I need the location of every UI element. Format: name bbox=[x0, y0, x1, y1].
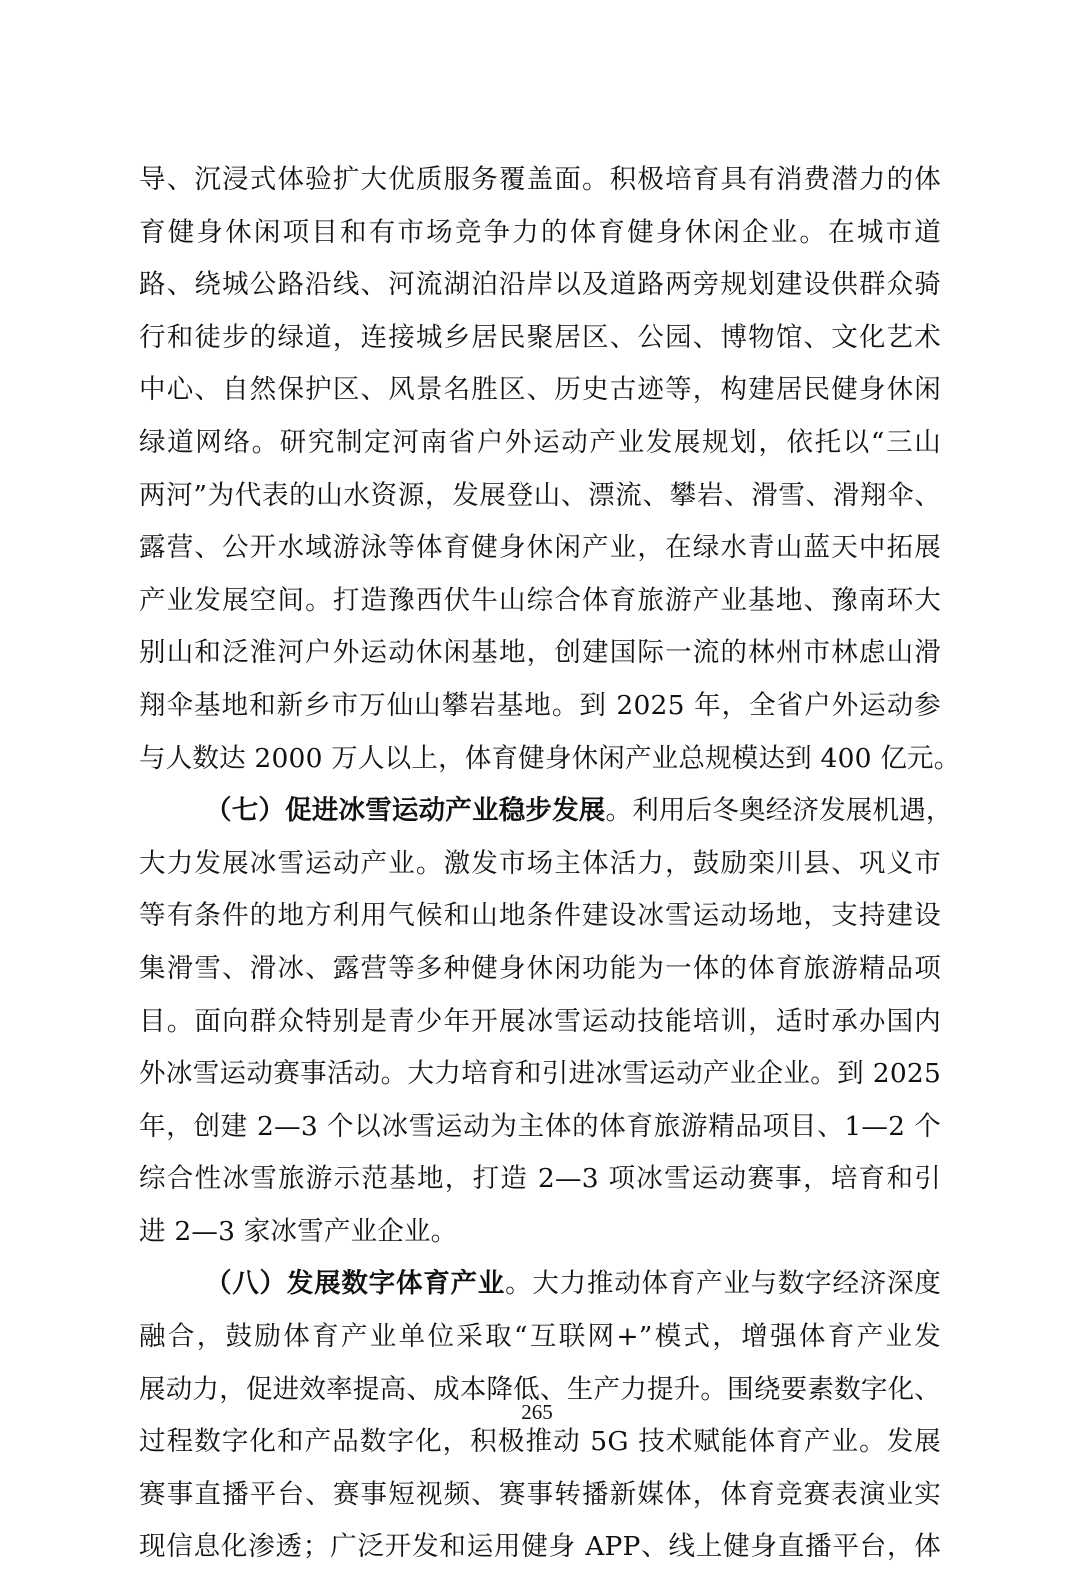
text-line: 路、绕城公路沿线、河流湖泊沿岸以及道路两旁规划建设供群众骑 bbox=[139, 269, 941, 301]
text-line: 年，创建 2—3 个以冰雪运动为主体的体育旅游精品项目、1—2 个 bbox=[139, 1110, 941, 1142]
section-heading-8: （八）发展数字体育产业 bbox=[205, 1268, 506, 1300]
text-line: 育健身休闲项目和有市场竞争力的体育健身休闲企业。在城市道 bbox=[139, 216, 941, 248]
text-line: 现信息化渗透；广泛开发和运用健身 APP、线上健身直播平台，体 bbox=[139, 1531, 941, 1563]
text-line: 翔伞基地和新乡市万仙山攀岩基地。到 2025 年，全省户外运动参 bbox=[139, 689, 941, 721]
text-line: 中心、自然保护区、风景名胜区、历史古迹等，构建居民健身休闲 bbox=[139, 374, 941, 406]
text-line: 过程数字化和产品数字化，积极推动 5G 技术赋能体育产业。发展 bbox=[139, 1426, 941, 1458]
text-line: 大力发展冰雪运动产业。激发市场主体活力，鼓励栾川县、巩义市 bbox=[139, 847, 941, 879]
text-line: 绿道网络。研究制定河南省户外运动产业发展规划，依托以“三山 bbox=[139, 426, 941, 458]
text-line: 露营、公开水域游泳等体育健身休闲产业，在绿水青山蓝天中拓展 bbox=[139, 532, 941, 564]
text-line: 综合性冰雪旅游示范基地，打造 2—3 项冰雪运动赛事，培育和引 bbox=[139, 1163, 941, 1195]
text-line: 赛事直播平台、赛事短视频、赛事转播新媒体，体育竞赛表演业实 bbox=[139, 1478, 941, 1510]
text-line: 融合，鼓励体育产业单位采取“互联网+”模式，增强体育产业发 bbox=[139, 1321, 941, 1353]
text-line: 外冰雪运动赛事活动。大力培育和引进冰雪运动产业企业。到 2025 bbox=[139, 1058, 941, 1090]
body-text bbox=[139, 154, 961, 1574]
text-line: 两河”为代表的山水资源，发展登山、漂流、攀岩、滑雪、滑翔伞、 bbox=[139, 479, 941, 511]
text-line: 与人数达 2000 万人以上，体育健身休闲产业总规模达到 400 亿元。 bbox=[139, 742, 961, 774]
paragraph-text: 。大力推动体育产业与数字经济深度 bbox=[505, 1268, 942, 1300]
paragraph-first-line bbox=[139, 785, 953, 838]
text-line: 目。面向群众特别是青少年开展冰雪运动技能培训，适时承办国内 bbox=[139, 1005, 941, 1037]
text-line: 产业发展空间。打造豫西伏牛山综合体育旅游产业基地、豫南环大 bbox=[139, 584, 941, 616]
section-heading-7: （七）促进冰雪运动产业稳步发展 bbox=[205, 795, 606, 827]
paragraph-first-line bbox=[139, 1258, 941, 1311]
text-line: 等有条件的地方利用气候和山地条件建设冰雪运动场地，支持建设 bbox=[139, 900, 941, 932]
page-number: 265 bbox=[521, 1400, 553, 1424]
text-line: 集滑雪、滑冰、露营等多种健身休闲功能为一体的体育旅游精品项 bbox=[139, 952, 941, 984]
paragraph-text: 。利用后冬奥经济发展机遇， bbox=[605, 795, 953, 827]
text-line: 别山和泛淮河户外运动休闲基地，创建国际一流的林州市林虑山滑 bbox=[139, 637, 941, 669]
text-line: 展动力，促进效率提高、成本降低、生产力提升。围绕要素数字化、 bbox=[139, 1373, 941, 1405]
text-line: 进 2—3 家冰雪产业企业。 bbox=[139, 1215, 458, 1247]
text-line: 行和徒步的绿道，连接城乡居民聚居区、公园、博物馆、文化艺术 bbox=[139, 321, 941, 353]
text-line: 导、沉浸式体验扩大优质服务覆盖面。积极培育具有消费潜力的体 bbox=[139, 164, 941, 195]
